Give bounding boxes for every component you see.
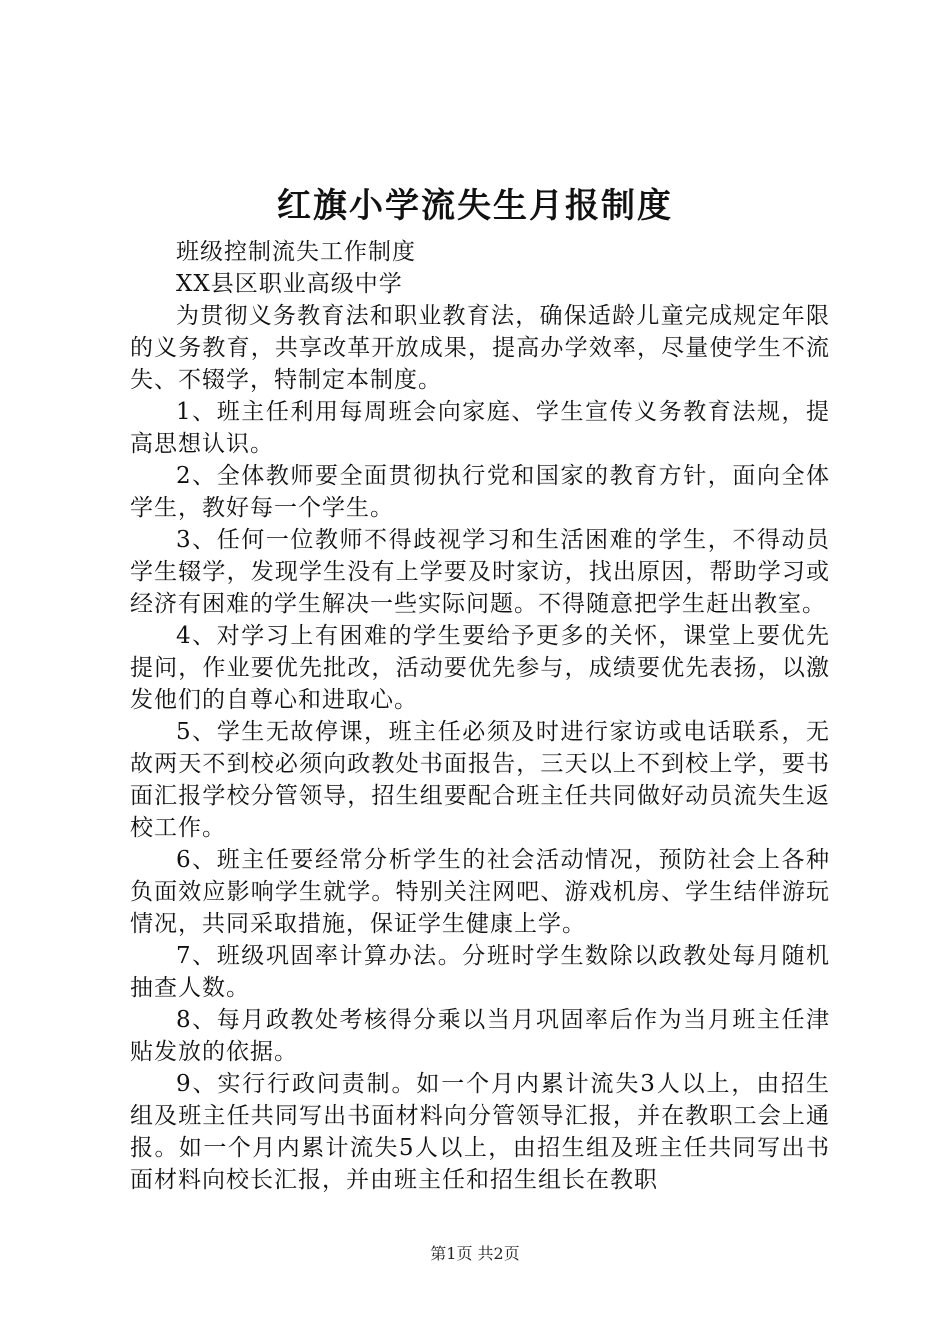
- document-title: 红旗小学流失生月报制度: [277, 186, 673, 226]
- paragraph-school-name: XX县区职业高级中学: [176, 271, 403, 297]
- document-body: [130, 236, 830, 1196]
- paragraph-intro: 为贯彻义务教育法和职业教育法，确保适龄儿童完成规定年限的义务教育，共享改革开放成果，提高办学效率，尽量使学生不流失、不辍学，特制定本制度。: [130, 303, 830, 393]
- paragraph-item-3: 3、任何一位教师不得歧视学习和生活困难的学生，不得动员学生辍学，发现学生没有上学要及时家访，找出原因，帮助学习或经济有困难的学生解决一些实际问题。不得随意把学生赶出教室。: [130, 527, 830, 617]
- paragraph-item-6: 6、班主任要经常分析学生的社会活动情况，预防社会上各种负面效应影响学生就学。特别关注网吧、游戏机房、学生结伴游玩情况，共同采取措施，保证学生健康上学。: [130, 847, 830, 937]
- paragraph-subtitle: 班级控制流失工作制度: [176, 239, 416, 265]
- paragraph-item-8: 8、每月政教处考核得分乘以当月巩固率后作为当月班主任津贴发放的依据。: [130, 1007, 830, 1065]
- paragraph-item-5: 5、学生无故停课，班主任必须及时进行家访或电话联系，无故两天不到校必须向政教处书面报告，三天以上不到校上学，要书面汇报学校分管领导，招生组要配合班主任共同做好动员流失生返校工作。: [130, 719, 830, 841]
- paragraph-item-1: 1、班主任利用每周班会向家庭、学生宣传义务教育法规，提高思想认识。: [130, 399, 830, 457]
- page-number-footer: 第1页 共2页: [430, 1244, 520, 1263]
- paragraph-item-4: 4、对学习上有困难的学生要给予更多的关怀，课堂上要优先提问，作业要优先批改，活动要优先参与，成绩要优先表扬，以激发他们的自尊心和进取心。: [130, 623, 830, 713]
- paragraph-item-9: 9、实行行政问责制。如一个月内累计流失3人以上，由招生组及班主任共同写出书面材料向分管领导汇报，并在教职工会上通报。如一个月内累计流失5人以上，由招生组及班主任共同写出书面材料向校长汇报，并由班主任和招生组长在教职: [130, 1071, 830, 1193]
- paragraph-item-2: 2、全体教师要全面贯彻执行党和国家的教育方针，面向全体学生，教好每一个学生。: [130, 463, 830, 521]
- paragraph-item-7: 7、班级巩固率计算办法。分班时学生数除以政教处每月随机抽查人数。: [130, 943, 830, 1001]
